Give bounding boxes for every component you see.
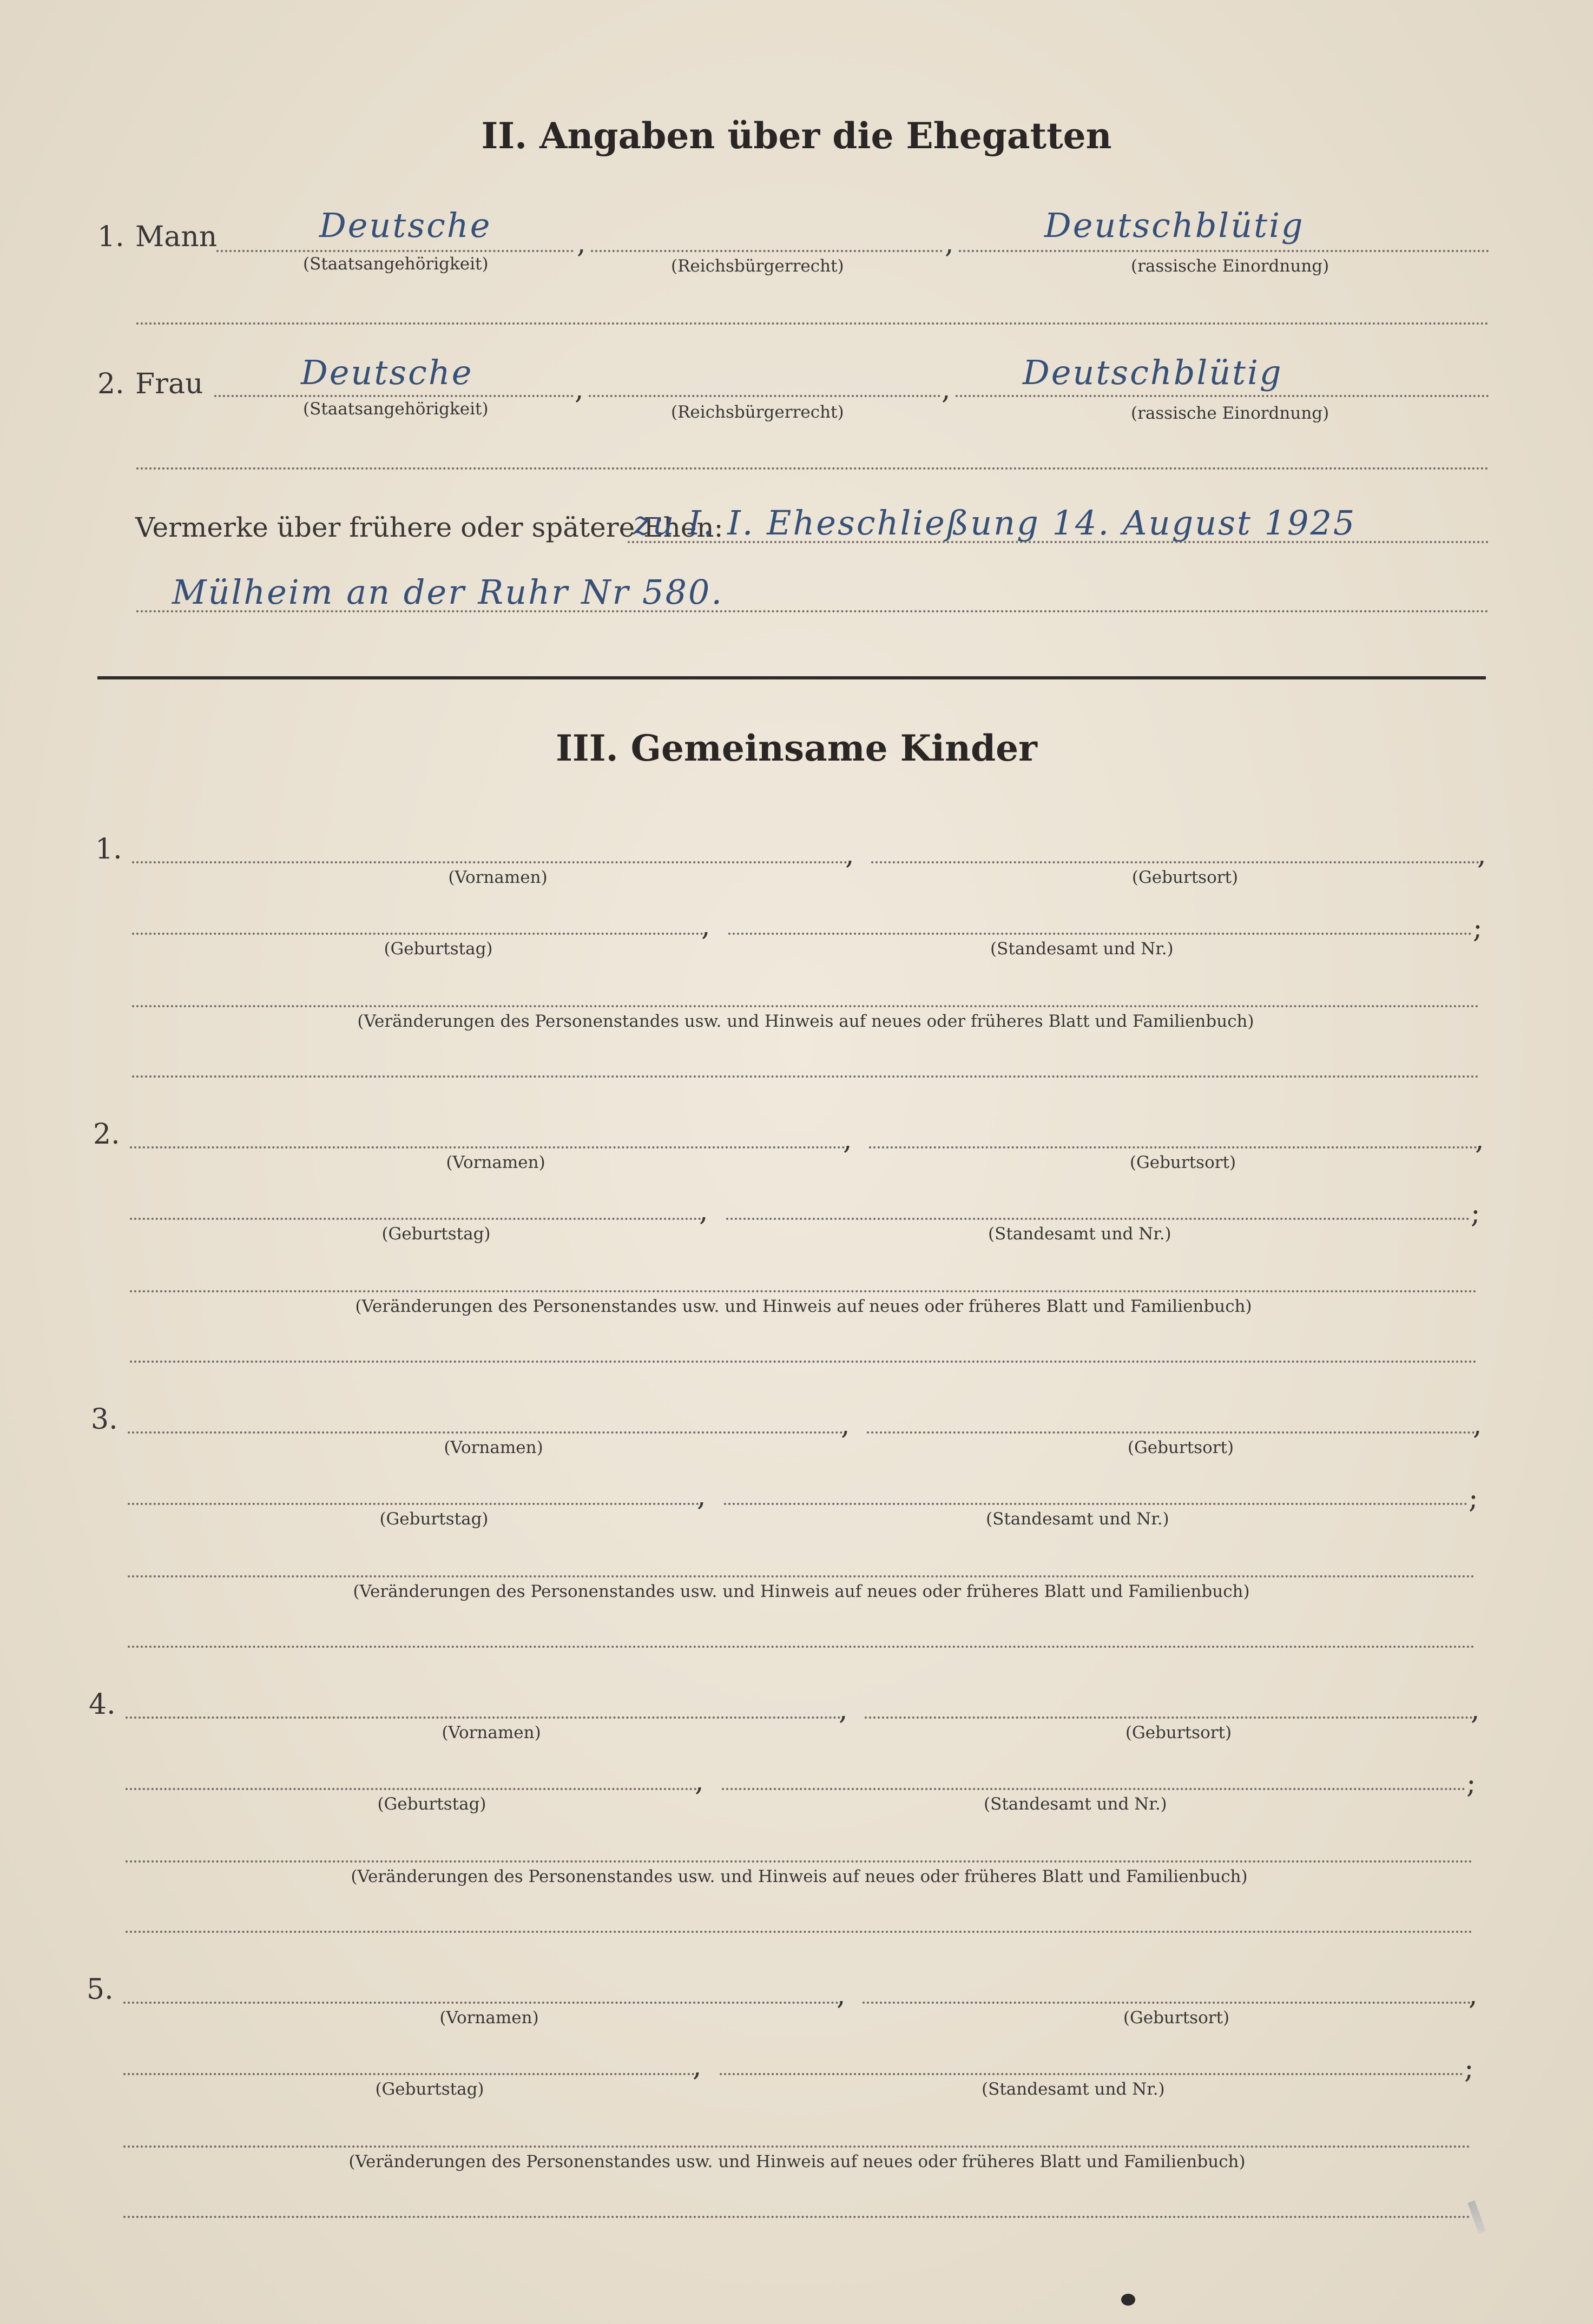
child-extra-line [128, 1646, 1475, 1648]
child-geburtsort-line [869, 1146, 1477, 1148]
child-comma-1: , [845, 839, 854, 871]
mann-extra-line [136, 322, 1489, 325]
mann-rasse-value: Deutschblütig [1044, 206, 1305, 245]
child-caption-standesamt: (Standesamt und Nr.) [988, 1224, 1171, 1244]
frau-caption-reich: (Reichsbürgerrecht) [671, 402, 844, 422]
child-caption-veraenderungen: (Veränderungen des Personenstandes usw. und Hinweis auf neues oder früheres Blatt und Familienbuch) [355, 1297, 1252, 1316]
mann-rasse-line [959, 250, 1489, 252]
child-comma-2: , [1477, 839, 1486, 871]
child-comma-3: , [699, 1195, 708, 1227]
vermerke-value-1: zu I. I. Eheschließung 14. August 1925 [633, 503, 1357, 543]
child-semicolon: ; [1464, 2052, 1474, 2085]
child-caption-geburtsort: (Geburtsort) [1127, 1438, 1234, 1457]
child-number: 2. [93, 1118, 120, 1151]
child-veraenderungen-line [128, 1575, 1475, 1577]
child-vornamen-line [126, 1716, 841, 1719]
child-standesamt-line [720, 2073, 1463, 2075]
section-divider [97, 676, 1486, 679]
frau-reich-line [589, 395, 940, 397]
child-veraenderungen-line [126, 1860, 1473, 1863]
frau-caption-rasse: (rassische Einordnung) [1131, 404, 1329, 423]
child-number: 4. [89, 1688, 116, 1721]
child-comma-2: , [1475, 1124, 1484, 1156]
frau-label: Frau [135, 368, 203, 400]
child-vornamen-line [128, 1431, 843, 1434]
child-caption-veraenderungen: (Veränderungen des Personenstandes usw. und Hinweis auf neues oder früheres Blatt und Familienbuch) [353, 1582, 1250, 1601]
child-caption-vornamen: (Vornamen) [448, 868, 548, 887]
child-comma-2: , [1473, 1409, 1482, 1441]
child-caption-vornamen: (Vornamen) [446, 1153, 545, 1172]
child-number: 5. [87, 1973, 114, 2006]
child-geburtstag-line [123, 2073, 695, 2075]
section-3-title: III. Gemeinsame Kinder [556, 727, 1037, 769]
mann-caption-staat: (Staatsangehörigkeit) [303, 254, 489, 274]
child-caption-geburtstag: (Geburtstag) [379, 1509, 489, 1529]
child-geburtstag-line [130, 1218, 701, 1220]
child-caption-standesamt: (Standesamt und Nr.) [990, 939, 1174, 959]
child-caption-standesamt: (Standesamt und Nr.) [986, 1509, 1169, 1529]
mann-comma-2: , [945, 227, 954, 260]
child-comma-1: , [839, 1694, 848, 1726]
frau-comma-2: , [942, 373, 951, 406]
child-comma-1: , [843, 1124, 852, 1156]
child-semicolon: ; [1466, 1767, 1476, 1800]
child-geburtsort-line [871, 861, 1479, 863]
child-geburtsort-line [865, 1716, 1473, 1719]
mann-reich-line [591, 250, 943, 252]
child-geburtstag-line [132, 933, 703, 935]
frau-staat-value: Deutsche [301, 353, 473, 392]
child-caption-veraenderungen: (Veränderungen des Personenstandes usw. und Hinweis auf neues oder früheres Blatt und Familienbuch) [351, 1867, 1248, 1886]
frau-comma-1: , [575, 373, 584, 406]
mann-caption-reich: (Reichsbürgerrecht) [671, 256, 844, 276]
frau-extra-line [136, 467, 1489, 470]
child-extra-line [132, 1075, 1479, 1078]
child-caption-veraenderungen: (Veränderungen des Personenstandes usw. und Hinweis auf neues oder früheres Blatt und Familienbuch) [348, 2152, 1246, 2171]
child-comma-3: , [697, 1480, 706, 1513]
vermerke-label: Vermerke über frühere oder spätere Ehen: [135, 512, 723, 543]
mann-caption-rasse: (rassische Einordnung) [1131, 256, 1329, 276]
child-comma-3: , [695, 1765, 704, 1798]
child-caption-vornamen: (Vornamen) [442, 1723, 541, 1742]
frau-number: 2. [97, 368, 124, 400]
mann-comma-1: , [577, 227, 586, 260]
child-number: 1. [95, 833, 122, 866]
child-standesamt-line [722, 1788, 1465, 1790]
child-caption-geburtstag: (Geburtstag) [375, 2079, 484, 2099]
child-caption-standesamt: (Standesamt und Nr.) [984, 1794, 1167, 1814]
child-caption-veraenderungen: (Veränderungen des Personenstandes usw. und Hinweis auf neues oder früheres Blatt und Familienbuch) [357, 1012, 1254, 1031]
child-comma-3: , [701, 910, 710, 942]
child-semicolon: ; [1473, 912, 1483, 945]
child-caption-geburtsort: (Geburtsort) [1123, 2008, 1230, 2028]
child-vornamen-line [130, 1146, 845, 1148]
mann-number: 1. [97, 221, 124, 253]
child-caption-geburtsort: (Geburtsort) [1125, 1723, 1232, 1742]
child-extra-line [126, 1931, 1473, 1933]
child-caption-vornamen: (Vornamen) [444, 1438, 543, 1457]
mann-staat-value: Deutsche [319, 206, 492, 245]
child-caption-geburtsort: (Geburtsort) [1131, 868, 1239, 887]
mann-label: Mann [135, 221, 218, 253]
frau-rasse-value: Deutschblütig [1023, 353, 1283, 392]
child-standesamt-line [724, 1503, 1467, 1505]
ink-smudge [1121, 2294, 1135, 2306]
vermerke-value-2: Mülheim an der Ruhr Nr 580. [172, 572, 724, 612]
child-veraenderungen-line [132, 1005, 1479, 1007]
child-geburtsort-line [867, 1431, 1475, 1434]
child-comma-2: , [1471, 1694, 1480, 1726]
child-vornamen-line [123, 2002, 839, 2004]
frau-staat-line [214, 395, 574, 397]
child-veraenderungen-line [123, 2145, 1471, 2148]
child-caption-geburtstag: (Geburtstag) [377, 1794, 486, 1814]
child-standesamt-line [726, 1218, 1470, 1220]
child-extra-line [130, 1361, 1477, 1363]
mann-staat-line [216, 250, 574, 252]
child-extra-line [123, 2216, 1471, 2218]
child-geburtsort-line [863, 2002, 1471, 2004]
child-veraenderungen-line [130, 1290, 1477, 1292]
child-geburtstag-line [126, 1788, 697, 1790]
child-caption-geburtstag: (Geburtstag) [381, 1224, 491, 1244]
child-comma-3: , [693, 2050, 702, 2083]
child-number: 3. [91, 1403, 118, 1436]
child-caption-vornamen: (Vornamen) [439, 2008, 539, 2028]
child-comma-1: , [837, 1979, 846, 2011]
child-caption-geburtstag: (Geburtstag) [384, 939, 493, 959]
child-vornamen-line [132, 861, 847, 863]
child-semicolon: ; [1469, 1482, 1478, 1515]
child-caption-standesamt: (Standesamt und Nr.) [982, 2079, 1165, 2099]
section-2-title: II. Angaben über die Ehegatten [481, 115, 1112, 157]
child-geburtstag-line [128, 1503, 699, 1505]
child-standesamt-line [728, 933, 1472, 935]
child-caption-geburtsort: (Geburtsort) [1129, 1153, 1236, 1172]
frau-rasse-line [956, 395, 1489, 397]
frau-caption-staat: (Staatsangehörigkeit) [303, 399, 489, 419]
child-semicolon: ; [1471, 1197, 1480, 1230]
child-comma-2: , [1469, 1979, 1478, 2011]
child-comma-1: , [841, 1409, 850, 1441]
